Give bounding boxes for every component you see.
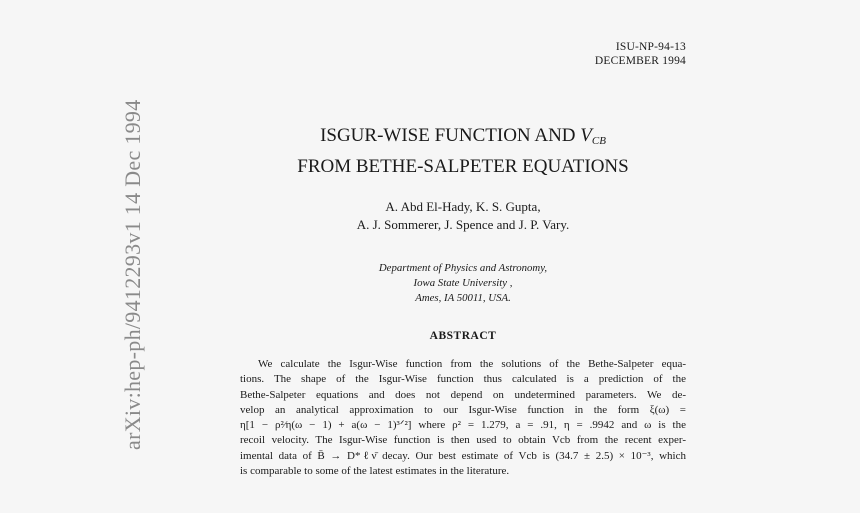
abstract-line: is comparable to some of the latest estimates in the literature. (240, 465, 510, 478)
arxiv-stamp: arXiv:hep-ph/9412293v1 14 Dec 1994 (120, 99, 145, 450)
title-symbol-subscript: CB (591, 135, 606, 147)
author-list (240, 198, 686, 234)
affiliation-line-3: Ames, IA 50011, USA. (415, 292, 511, 304)
abstract-line: velop an analytical approximation to our Isgur-Wise function in the form ξ(ω) = (240, 403, 686, 416)
affiliation-line-2: Iowa State University , (413, 277, 513, 289)
authors-line-1: A. Abd El-Hady, K. S. Gupta, (385, 199, 541, 214)
authors-line-2: A. J. Sommerer, J. Spence and J. P. Vary. (356, 217, 570, 232)
abstract-line: Bethe-Salpeter equations and does not depend on undetermined parameters. We de- (240, 388, 686, 401)
abstract-body (240, 357, 686, 479)
report-number: ISU-NP-94-13 (615, 41, 686, 53)
title-symbol: V (580, 125, 592, 146)
abstract-line: tions. The shape of the Isgur-Wise function thus calculated is a prediction of the (240, 373, 686, 386)
abstract-line: imental data of B̄ → D*ℓν̄ decay. Our best estimate of Vcb is (34.7 ± 2.5) × 10⁻³, which (240, 449, 686, 462)
title-line-1-text: ISGUR-WISE FUNCTION AND (320, 125, 581, 146)
title-line-1 (240, 123, 686, 154)
affiliation-line-1: Department of Physics and Astronomy, (378, 262, 548, 274)
abstract-heading: ABSTRACT (429, 330, 497, 342)
abstract-line: recoil velocity. The Isgur-Wise function is then used to obtain Vcb from the recent exper- (240, 434, 686, 447)
report-date: DECEMBER 1994 (594, 55, 686, 67)
report-identifier (595, 40, 686, 68)
title-line-2: FROM BETHE-SALPETER EQUATIONS (297, 156, 629, 177)
abstract-line: η[1 − ρ²⁄η(ω − 1) + a(ω − 1)³ᐟ²] where ρ² = 1.279, a = .91, η = .9942 and ω is the (240, 419, 686, 432)
abstract-line: We calculate the Isgur-Wise function from the solutions of the Bethe-Salpeter equa- (258, 358, 686, 370)
affiliation (240, 261, 686, 306)
paper-title (240, 123, 686, 179)
